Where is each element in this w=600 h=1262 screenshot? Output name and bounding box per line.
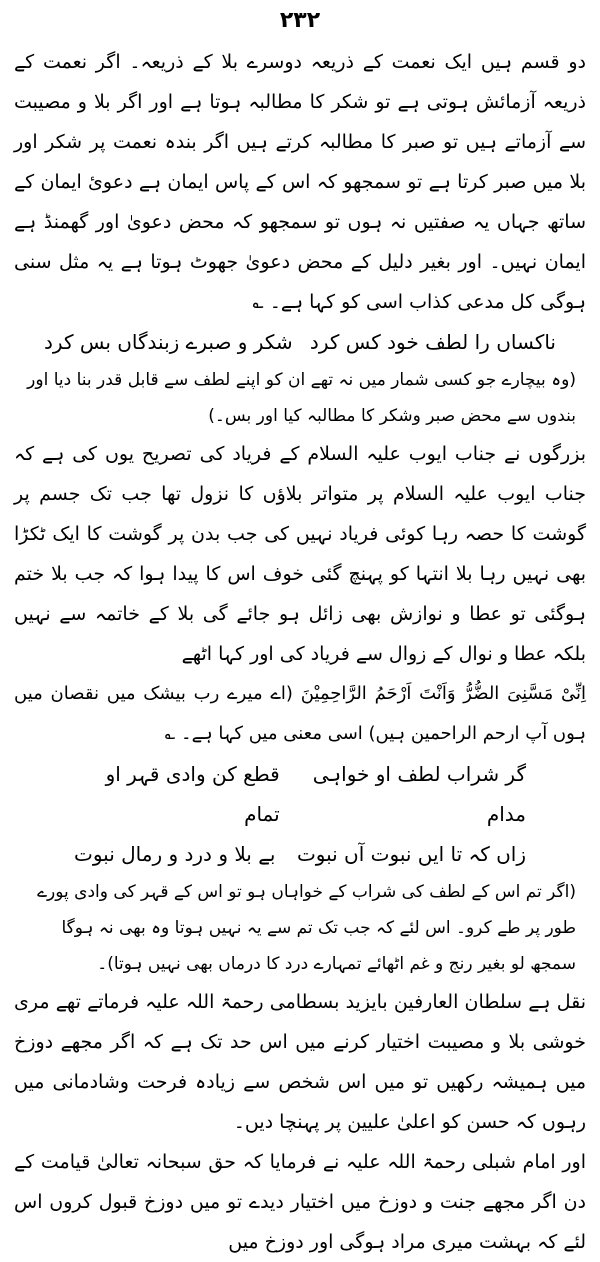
paragraph-shibli: اور امام شبلی رحمۃ اللہ علیہ نے فرمایا کہ حق سبحانہ تعالیٰ قیامت کے دن اگر مجھے جنت و دوزخ میں اختیار دیدے تو میں دوزخ قبول کروں اس لئے کہ بہشت میری مراد ہوگی اور دوزخ میں: [14, 1151, 586, 1253]
verse-2-translation: (اگر تم اس کے لطف کی شراب کے خواہاں ہو تو اس کے قہر کی وادی پورے طور پر طے کرو۔ اس لئے کہ جب تک تم سے یہ نہیں ہوتا وہ بھی نہ ہوگا سمجھ لو بغیر رنج و غم اٹھائے تمہارے درد کا درماں بھی نہیں ہوتا)۔: [37, 882, 576, 974]
verse-2-right: گر شراب لطف او خواہی مدام: [312, 762, 526, 826]
persian-verse-2: [14, 754, 586, 834]
paragraph-bayazid: نقل ہے سلطان العارفین بایزید بسطامی رحمۃ اللہ علیہ فرماتے تھے مری خوشی بلا و مصیبت اختیار کرنے میں اس حد تک ہے کہ اگر مجھے دوزخ میں ہمیشہ رکھیں تو میں اس شخص سے زیادہ فرحت وشادمانی میں رہوں کہ حسن کو اعلیٰ علیین پر پہنچا دیں۔: [14, 991, 586, 1133]
verse-1-right: ناکساں را لطف خود کس کرد: [309, 330, 556, 354]
verse-1-left: شکر و صبرے زبندگاں بس کرد: [44, 330, 293, 354]
arabic-quote-line: اِنِّیْ مَسَّنِیَ الضُّرُّ وَاَنْتَ اَرْحَمُ الرَّاحِمِیْنَ (اے میرے رب بیشک میں نقصان میں ہوں آپ ارحم الراحمین ہیں) اسی معنی میں کہا ہے۔ ؎: [14, 683, 586, 744]
verse-3-left: بے بلا و درد و رمال نبوت: [74, 842, 276, 866]
verse-1-translation: (وہ بیچارے جو کسی شمار میں نہ تھے ان کو اپنے لطف سے قابل قدر بنا دیا اور بندوں سے محض صبر وشکر کا مطالبہ کیا اور بس۔): [27, 370, 576, 426]
verse-3-right: زاں کہ تا ایں نبوت آں نبوت: [296, 842, 526, 866]
persian-verse-3: [14, 834, 586, 874]
page-number: ۲۳۲: [279, 8, 321, 33]
paragraph-ayyub: بزرگوں نے جناب ایوب علیہ السلام کے فریاد کی تصریح یوں کی ہے کہ جناب ایوب علیہ السلام پر متواتر بلاؤں کا نزول تھا جب تک جسم پر گوشت کا حصہ رہا کوئی فریاد نہیں کی جب بدن پر گوشت کا ایک ٹکڑا بھی نہیں رہا بلا انتہا کو پہنچ گئی خوف اس کا پیدا ہوا کہ جب بلا ختم ہوگئی تو عطا و نوازش بھی زائل ہو جائے گی بلا کے خاتمہ سے نہیں بلکہ عطا و نوال کے زوال سے فریاد کی اور کہا اٹھے: [14, 443, 586, 665]
verse-2-left: قطع کن وادی قہر او تمام: [105, 762, 280, 826]
persian-verse-1: [14, 322, 586, 362]
paragraph-intro: دو قسم ہیں ایک نعمت کے ذریعہ دوسرے بلا کے ذریعہ۔ اگر نعمت کے ذریعہ آزمائش ہوتی ہے تو شکر کا مطالبہ ہوتا ہے اور اگر بلا و مصیبت سے آزماتے ہیں تو صبر کا مطالبہ کرتے ہیں اگر بندہ نعمت پر شکر اور بلا میں صبر کرتا ہے تو سمجھو کہ اس کے پاس ایمان ہے دعوئ ایمان کے ساتھ جہاں یہ صفتیں نہ ہوں تو سمجھو کہ محض دعویٰ اور گھمنڈ ہے ایمان نہیں۔ اور بغیر دلیل کے محض دعویٰ جھوٹ ہوتا ہے یہ مثل سنی ہوگی کل مدعی کذاب اسی کو کہا ہے۔ ؎: [14, 51, 586, 313]
